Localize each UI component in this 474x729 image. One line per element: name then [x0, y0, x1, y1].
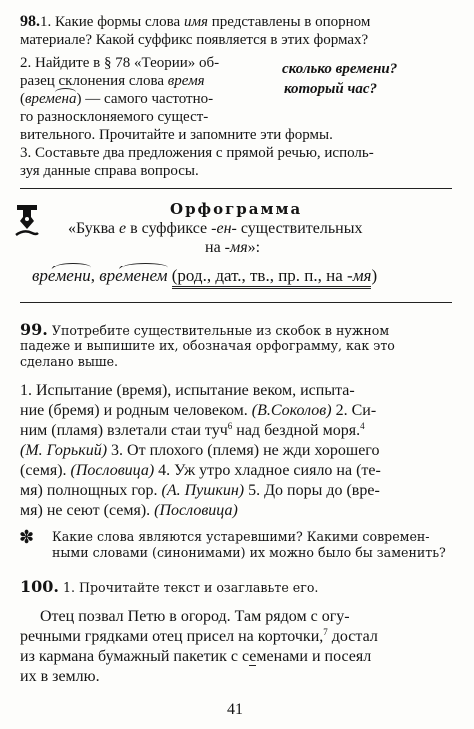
exercise-98-line-9: зуя данные справа вопросы.	[20, 163, 199, 179]
exercise-98-line-3: 2. Найдите в § 78 «Теории» об-	[20, 55, 220, 71]
pen-nib-icon	[14, 203, 40, 239]
exercise-98-line-7: вительного. Прочитайте и запомните эти формы.	[20, 127, 333, 143]
side-question-2: который час?	[284, 81, 378, 97]
exercise-98-line-2: материале? Какой суффикс появляется в этих формах?	[20, 32, 369, 48]
exercise-98-line-5: (времена) — самого частотно-	[20, 91, 214, 107]
orthogram-top-rule	[20, 188, 452, 189]
exercise-100-text-line-1: Отец позвал Петю в огород. Там рядом с огу-	[40, 608, 350, 625]
exercise-99-text-line-1: 1. Испытание (время), испытание веком, испыта-	[20, 382, 355, 399]
orthogram-bottom-rule	[20, 302, 452, 303]
exercise-98-line-8: 3. Составьте два предложения с прямой речью, исполь-	[20, 145, 374, 161]
exercise-100-text-line-3: из кармана бумажный пакетик с семенами и посеял	[20, 648, 372, 665]
exercise-99-question-line-1: Какие слова являются устаревшими? Какими современ-	[52, 529, 430, 544]
exercise-99-instruction-line-2: падеже и выпишите их, обозначая орфограмму, как это	[20, 338, 395, 353]
exercise-number: 100.	[20, 577, 59, 596]
exercise-99-instruction-line-3: сделано выше.	[20, 354, 119, 369]
exercise-number: 99.	[20, 320, 48, 339]
flower-icon: ✽	[19, 527, 35, 548]
exercise-98-line-1: 98.1. Какие формы слова имя представлены в опорном	[20, 13, 371, 30]
exercise-99-text-line-6: мя) полнощных гор. (А. Пушкин) 5. До поры до (вре-	[20, 482, 380, 499]
orthogram-example: вре́мени, вре́менем (род., дат., тв., пр. п., на -мя)	[32, 267, 377, 284]
exercise-99-text-line-4: (М. Горький) 3. От плохого (племя) не жди хорошего	[20, 442, 380, 459]
orthogram-title: Орфограмма	[170, 200, 303, 218]
exercise-100-text-line-4: их в землю.	[20, 668, 100, 685]
exercise-99-text-line-3: ним (пламя) взлетали стаи туч$^6$ над бездной моря.$^4$	[20, 421, 365, 439]
exercise-number: 98.	[20, 13, 40, 30]
exercise-100-text-line-2: речными грядками отец присел на корточки,$^7$ достал	[20, 627, 378, 645]
exercise-99-question-line-2: ными словами (синонимами) их можно было бы заменить?	[52, 545, 446, 560]
side-question-1: сколько времени?	[282, 61, 398, 77]
exercise-99-text-line-7: мя) не сеют (семя). (Пословица)	[20, 502, 238, 519]
exercise-98-line-4: разец склонения слова время	[20, 73, 205, 89]
exercise-99-text-line-5: (семя). (Пословица) 4. Уж утро хладное сияло на (те-	[20, 462, 381, 479]
exercise-99-text-line-2: ние (бремя) и родным человеком. (В.Соколов) 2. Си-	[20, 402, 377, 419]
page-number: 41	[227, 701, 243, 718]
exercise-98-line-6: го разносклоняемого сущест-	[20, 109, 209, 125]
exercise-100-instruction: 100. 1. Прочитайте текст и озаглавьте его.	[20, 577, 319, 596]
orthogram-subtitle-line-1: «Буква е в суффиксе -ен- существительных	[68, 220, 363, 237]
exercise-99-instruction-line-1: 99. Употребите существительные из скобок в нужном	[20, 320, 390, 339]
orthogram-subtitle-line-2: на -мя»:	[205, 239, 261, 256]
